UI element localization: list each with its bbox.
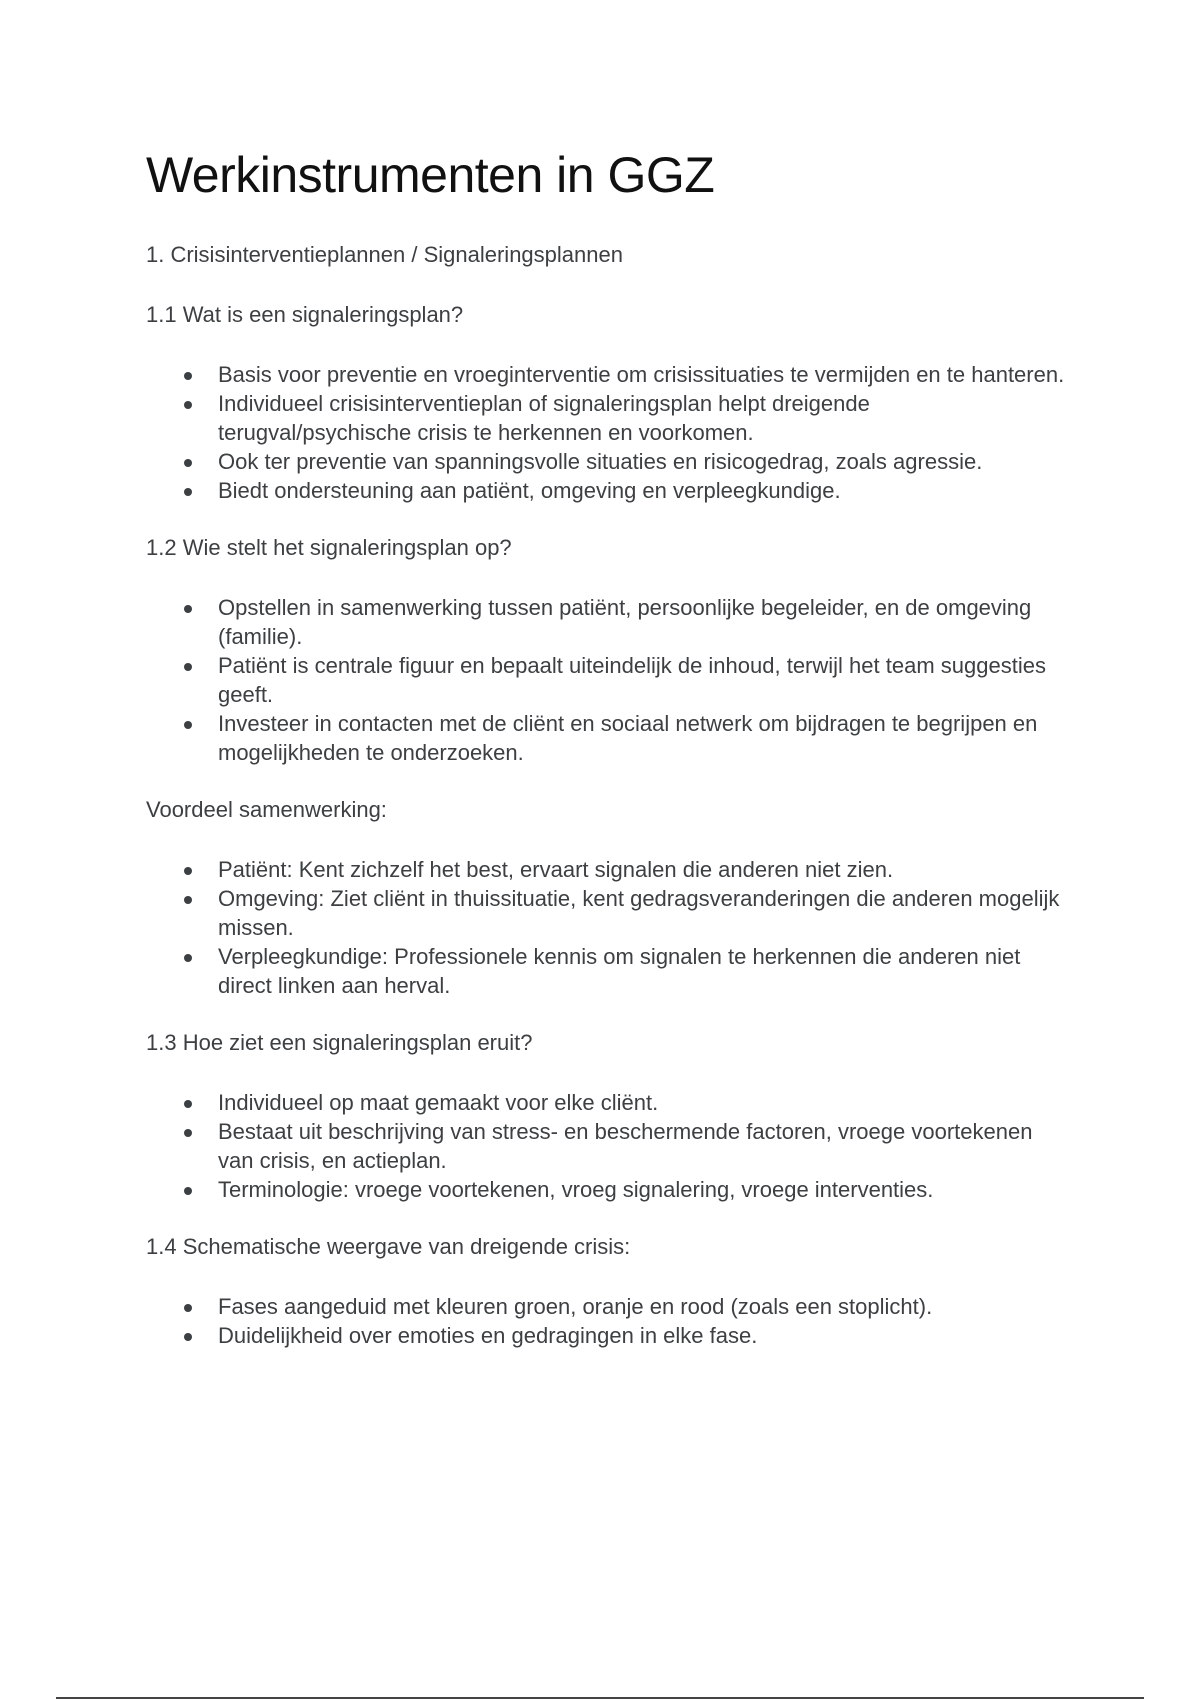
list-item xyxy=(146,855,1066,884)
bullet-icon xyxy=(184,1187,192,1195)
list-item xyxy=(146,593,1066,651)
bullet-icon xyxy=(184,867,192,875)
bullet-icon xyxy=(184,896,192,904)
bullet-list xyxy=(146,1088,1066,1204)
document-page xyxy=(146,140,1066,1378)
list-item-text: Fases aangeduid met kleuren groen, oranje en rood (zoals een stoplicht). xyxy=(218,1294,933,1319)
bullet-list xyxy=(146,1292,1066,1350)
bullet-icon xyxy=(184,605,192,613)
list-item-text: Bestaat uit beschrijving van stress- en beschermende factoren, vroege voortekenen van crisis, en actieplan. xyxy=(218,1119,1033,1173)
list-item-text: Omgeving: Ziet cliënt in thuissituatie, kent gedragsveranderingen die anderen mogelijk missen. xyxy=(218,886,1060,940)
section-heading: 1.1 Wat is een signaleringsplan? xyxy=(146,302,464,327)
list-item-text: Individueel crisisinterventieplan of signaleringsplan helpt dreigende terugval/psychische crisis te herkennen en voorkomen. xyxy=(218,391,870,445)
list-item-text: Ook ter preventie van spanningsvolle situaties en risicogedrag, zoals agressie. xyxy=(218,449,983,474)
bullet-icon xyxy=(184,663,192,671)
bullet-list xyxy=(146,593,1066,767)
list-item xyxy=(146,447,1066,476)
list-item xyxy=(146,1292,1066,1321)
list-item xyxy=(146,1321,1066,1350)
list-item xyxy=(146,476,1066,505)
list-item xyxy=(146,651,1066,709)
list-item xyxy=(146,1175,1066,1204)
bullet-icon xyxy=(184,401,192,409)
list-item-text: Terminologie: vroege voortekenen, vroeg signalering, vroege interventies. xyxy=(218,1177,934,1202)
bullet-icon xyxy=(184,1129,192,1137)
list-item xyxy=(146,360,1066,389)
list-item-text: Opstellen in samenwerking tussen patiënt, persoonlijke begeleider, en de omgeving (familie). xyxy=(218,595,1032,649)
bullet-icon xyxy=(184,372,192,380)
list-item xyxy=(146,1117,1066,1175)
page-bottom-rule xyxy=(56,1697,1144,1699)
list-item xyxy=(146,709,1066,767)
list-item-text: Verpleegkundige: Professionele kennis om signalen te herkennen die anderen niet direct linken aan herval. xyxy=(218,944,1021,998)
bullet-icon xyxy=(184,459,192,467)
list-item xyxy=(146,1088,1066,1117)
list-item-text: Patiënt is centrale figuur en bepaalt uiteindelijk de inhoud, terwijl het team suggesties geeft. xyxy=(218,653,1046,707)
bullet-icon xyxy=(184,1304,192,1312)
list-item-text: Basis voor preventie en vroeginterventie om crisissituaties te vermijden en te hanteren. xyxy=(218,362,1065,387)
list-item-text: Biedt ondersteuning aan patiënt, omgeving en verpleegkundige. xyxy=(218,478,841,503)
bullet-list xyxy=(146,360,1066,505)
bullet-list xyxy=(146,855,1066,1000)
list-item xyxy=(146,389,1066,447)
bullet-icon xyxy=(184,954,192,962)
list-item xyxy=(146,884,1066,942)
list-item-text: Individueel op maat gemaakt voor elke cliënt. xyxy=(218,1090,659,1115)
list-item-text: Patiënt: Kent zichzelf het best, ervaart signalen die anderen niet zien. xyxy=(218,857,894,882)
section-heading: Voordeel samenwerking: xyxy=(146,797,387,822)
list-item-text: Investeer in contacten met de cliënt en sociaal netwerk om bijdragen te begrijpen en mogelijkheden te onderzoeken. xyxy=(218,711,1038,765)
document-title: Werkinstrumenten in GGZ xyxy=(146,147,715,203)
bullet-icon xyxy=(184,1333,192,1341)
bullet-icon xyxy=(184,721,192,729)
list-item xyxy=(146,942,1066,1000)
bullet-icon xyxy=(184,1100,192,1108)
section-heading: 1.4 Schematische weergave van dreigende crisis: xyxy=(146,1234,631,1259)
section-heading: 1.3 Hoe ziet een signaleringsplan eruit? xyxy=(146,1030,533,1055)
list-item-text: Duidelijkheid over emoties en gedragingen in elke fase. xyxy=(218,1323,758,1348)
bullet-icon xyxy=(184,488,192,496)
section-heading: 1. Crisisinterventieplannen / Signaleringsplannen xyxy=(146,242,623,267)
section-heading: 1.2 Wie stelt het signaleringsplan op? xyxy=(146,535,512,560)
document-body xyxy=(146,240,1066,1350)
